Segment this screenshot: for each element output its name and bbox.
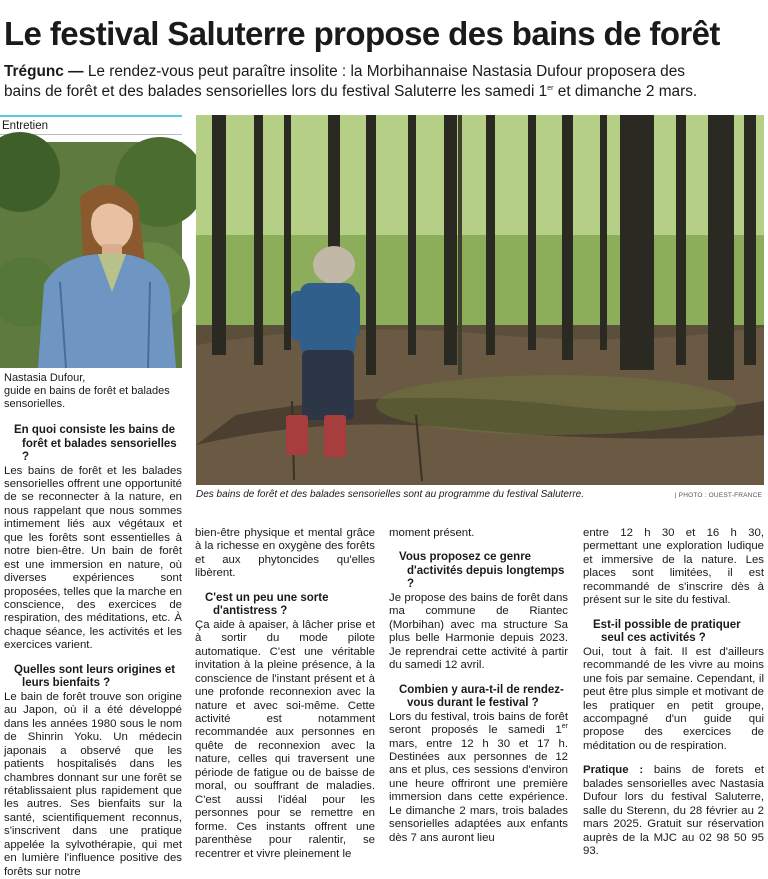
question-6: Est-il possible de pratiquer seul ces activités ? bbox=[593, 618, 741, 645]
answer-4: Je propose des bains de forêt dans ma commune de Riantec (Morbihan) avec ma structure Sa plus belle Harmonie depuis 2023. Je reprendrai cette activité à partir du samedi 12 avril. bbox=[389, 591, 568, 672]
column-1 bbox=[4, 424, 182, 878]
answer-5 bbox=[389, 711, 568, 846]
chapo-place: Trégunc — bbox=[4, 63, 88, 80]
question-3: C'est un peu une sorte d'antistress ? bbox=[205, 591, 329, 618]
portrait-caption-role: guide en bains de forêt et balades sensorielles. bbox=[4, 385, 170, 410]
portrait-caption bbox=[4, 372, 180, 411]
question-2: Quelles sont leurs origines et leurs bienfaits ? bbox=[14, 663, 176, 690]
portrait-photo bbox=[0, 142, 182, 368]
answer-2: Le bain de forêt trouve son origine au Japon, où il a été développé dans les années 1980 sous le nom de Shinrin Yoku. Un médecin japonais a observé que les patients hospitalisés dans les chambres donnant sur une forêt se rétablissaient plus rapidement que les autres. Ses bienfaits sur la santé, scientifiquement reconnus, s'inscrivent dans une pratique appelée la sylvothérapie, qui met en lumière l'influence positive des forêts sur notre bbox=[4, 690, 182, 878]
answer-2-continued: bien-être physique et mental grâce à la richesse en oxygène des forêts et aux phytoncides qu'elles libèrent. bbox=[195, 527, 375, 580]
answer-5-sup: er bbox=[561, 723, 568, 731]
chapo-sup: er bbox=[547, 84, 554, 92]
practical-label: Pratique : bbox=[583, 764, 644, 777]
practical-info bbox=[583, 764, 764, 858]
question-1: En quoi consiste les bains de forêt et balades sensorielles ? bbox=[14, 424, 177, 463]
forest-photo bbox=[196, 115, 764, 485]
practical-text: bains de forets et balades sensorielles avec Nastasia Dufour lors du festival Saluterre, salle du Sterenn, du 28 février au 2 mars 2025. Gratuit sur réservation auprès de la MJC au 02 98 50 95 93. bbox=[583, 764, 764, 858]
column-3 bbox=[389, 527, 568, 844]
headline: Le festival Saluterre propose des bains de forêt bbox=[4, 15, 720, 52]
chapo-line-1: Le rendez-vous peut paraître insolite : la Morbihannaise Nastasia Dufour proposera des bbox=[87, 63, 685, 80]
photo-credit: | PHOTO : OUEST-FRANCE bbox=[674, 492, 762, 499]
chapo-line-2: bains de forêt et des balades sensorielles lors du festival Saluterre les samedi 1 bbox=[4, 83, 548, 100]
chapo bbox=[4, 62, 764, 102]
answer-3: Ça aide à apaiser, à lâcher prise et à sortir du mode pilote automatique. C'est une véritable invitation à la pleine présence, à la conscience de l'instant présent et à une profonde reconnexion avec la nature et avec soi-même. Cette activité est notamment recommandée aux personnes en quête de reconnexion avec la nature, celles qui traversent une période de fatigue ou de baisse de moral, ou souffrant de maladies. C'est aussi l'idéal pour les personnes pour se remettre en forme. Ces instants offrent une parenthèse pour ralentir, se recentrer et vivre pleinement le bbox=[195, 618, 375, 860]
section-tag: Entretien bbox=[0, 115, 182, 135]
question-4: Vous proposez ce genre d'activités depuis longtemps ? bbox=[399, 551, 565, 591]
portrait-caption-name: Nastasia Dufour, bbox=[4, 372, 86, 384]
chapo-line-2-end: et dimanche 2 mars. bbox=[553, 83, 698, 100]
answer-6: Oui, tout à fait. Il est d'ailleurs recommandé de les vivre au moins une fois par semaine. Cependant, il peut être plus simple et motivant de les pratiquer en petit groupe, accompagné d'un guide qui propose des exercices de méditation ou de respiration. bbox=[583, 645, 764, 752]
column-2 bbox=[195, 527, 375, 860]
photo-caption: Des bains de forêt et des balades sensorielles sont au programme du festival Saluterre. bbox=[196, 489, 584, 500]
answer-1: Les bains de forêt et les balades sensorielles offrent une opportunité de se reconnecter à la nature, en nous rappelant que nous sommes intimement liés aux végétaux et que les forêts sont essentielles à notre bien-être. Un bain de forêt est une immersion en nature, où diverses expériences sont proposées, telles que la marche en conscience, des exercices de respiration, des méditations, etc. À chaque séance, les activités et les exercices varient. bbox=[4, 464, 182, 652]
answer-5-continued: entre 12 h 30 et 16 h 30, permettant une exploration ludique et immersive de la nature. Les places sont limitées, il est recommandé de s'inscrire dès à présent sur le site du festival. bbox=[583, 527, 764, 607]
answer-5-start: Lors du festival, trois bains de forêt seront proposés le samedi 1 bbox=[389, 710, 568, 737]
answer-3-continued: moment présent. bbox=[389, 527, 475, 539]
column-4 bbox=[583, 527, 764, 858]
question-5: Combien y aura-t-il de rendez-vous durant le festival ? bbox=[399, 683, 564, 710]
answer-5-end: mars, entre 12 h 30 et 17 h. Destinées aux personnes de 12 ans et plus, ces sessions d'environ une heure offriront une première immersion dans cette expérience. Le dimanche 2 mars, trois balades sensorielles adaptées aux enfants dès 7 ans auront lieu bbox=[389, 737, 568, 844]
